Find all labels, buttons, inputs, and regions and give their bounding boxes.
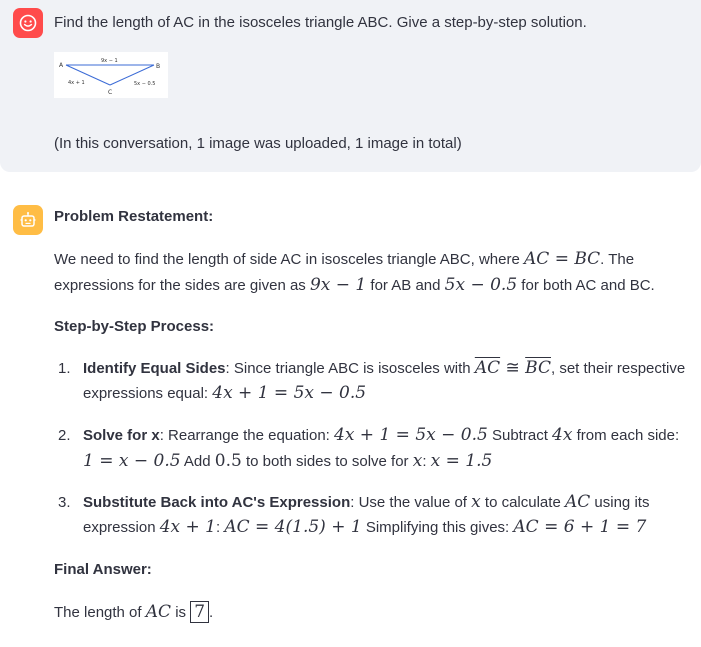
step-2-line-1: Solve for x: Rearrange the equation: 4x + 1 = 5x − 0.5 Subtract 4x from each side:	[83, 425, 680, 445]
step-3-line-2: expression 4x + 1: AC = 4(1.5) + 1 Simplifying this gives: AC = 6 + 1 = 7	[83, 517, 647, 537]
robot-icon	[19, 211, 37, 229]
smiley-icon	[19, 14, 37, 32]
equation: 9x − 1	[309, 275, 367, 295]
user-prompt: Find the length of AC in the isosceles triangle ABC. Give a step-by-step solution.	[54, 14, 587, 31]
vertex-b-label: B	[156, 63, 161, 70]
equation: AC = BC	[524, 249, 601, 269]
triangle-image[interactable]	[54, 52, 168, 98]
side-ab-label: 9x − 1	[101, 58, 118, 64]
vertex-a-label: A	[59, 62, 64, 69]
step-number: 2.	[58, 427, 71, 444]
step-3-line-1: Substitute Back into AC's Expression: Use the value of x to calculate AC using its	[83, 492, 650, 512]
step-number: 1.	[58, 360, 71, 377]
upload-note: (In this conversation, 1 image was uploaded, 1 image in total)	[54, 135, 462, 152]
restatement-heading: Problem Restatement:	[54, 208, 214, 225]
final-heading: Final Answer:	[54, 561, 152, 578]
process-heading: Step-by-Step Process:	[54, 318, 215, 335]
assistant-avatar	[13, 205, 43, 235]
restatement-line-1: We need to find the length of side AC in isosceles triangle ABC, where AC = BC. The	[54, 249, 635, 269]
restatement-line-2: expressions for the sides are given as 9x − 1 for AB and 5x − 0.5 for both AC and BC.	[54, 275, 655, 295]
equation: 5x − 0.5	[444, 275, 518, 295]
final-answer-box: 7	[190, 601, 209, 623]
side-bc-label: 5x − 0.5	[134, 81, 156, 87]
final-answer-line: The length of AC is 7 .	[54, 602, 214, 622]
step-1-line-2: expressions equal: 4x + 1 = 5x − 0.5	[83, 383, 367, 403]
vertex-c-label: C	[108, 89, 113, 96]
step-1-line-1: Identify Equal Sides: Since triangle ABC is isosceles with $\overline{AC}$ ≅ $\overline{BC}$, set their respective	[83, 358, 686, 378]
side-ac-label: 4x + 1	[68, 80, 85, 86]
user-message	[0, 0, 701, 172]
step-number: 3.	[58, 494, 71, 511]
step-2-line-2: 1 = x − 0.5 Add 0.5 to both sides to solve for x: x = 1.5	[83, 451, 493, 471]
user-avatar	[13, 8, 43, 38]
